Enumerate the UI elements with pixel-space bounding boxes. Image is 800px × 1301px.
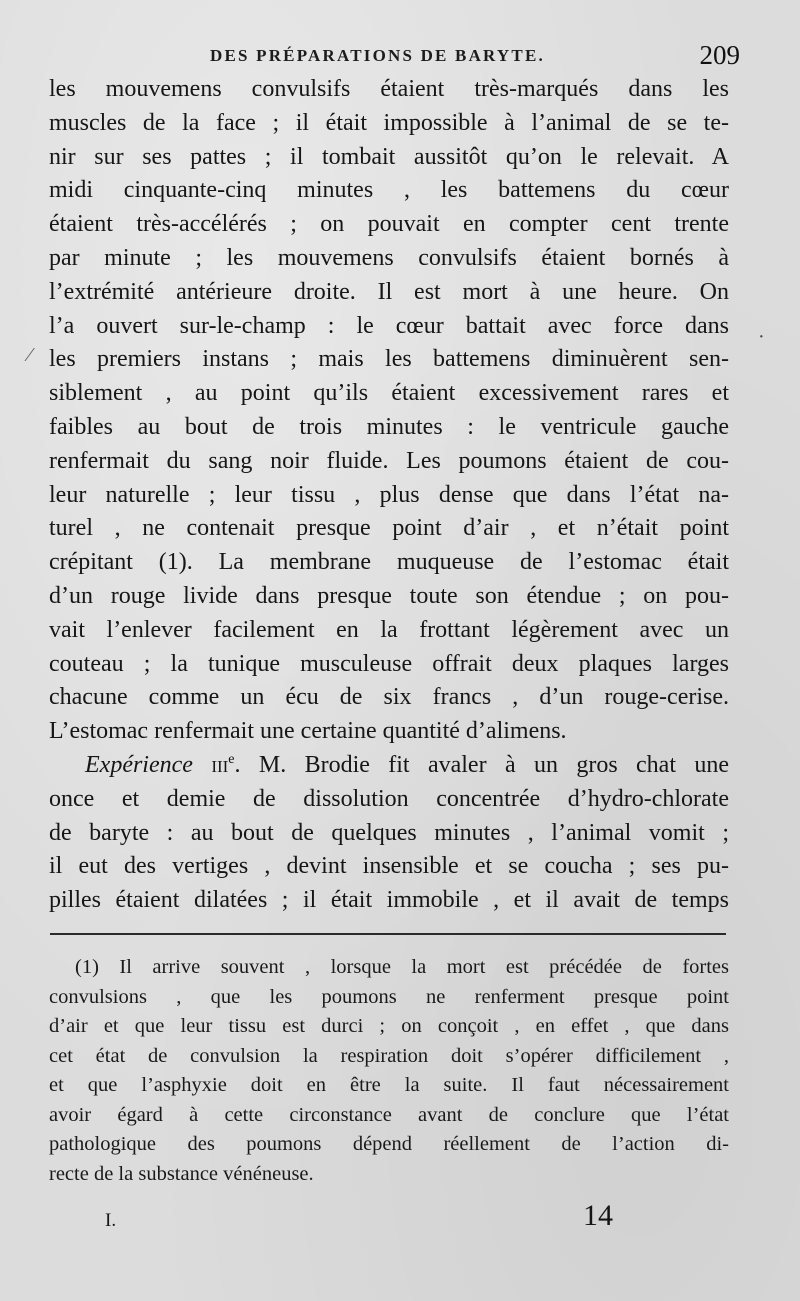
experience-first-line: . M. Brodie fit avaler à un gros chat une — [234, 751, 730, 778]
text-line: vait l’enlever facilement en la frottant légèrement avec un — [49, 616, 729, 643]
text-line: l’a ouvert sur-le-champ : le cœur battait avec force dans — [49, 312, 729, 339]
text-line: muscles de la face ; il était impossible à l’animal de se te- — [49, 109, 729, 136]
text-line: couteau ; la tunique musculeuse offrait deux plaques larges — [49, 650, 729, 677]
text-line: crépitant (1). La membrane muqueuse de l’estomac était — [49, 549, 729, 576]
signature-mark: I. — [105, 1210, 117, 1231]
running-head — [50, 40, 740, 74]
text-line: pilles étaient dilatées ; il était immobile , et il avait de temps — [49, 887, 729, 914]
footnote-line: et que l’asphyxie doit en être la suite. Il faut nécessairement — [49, 1074, 729, 1096]
text-line: turel , ne contenait presque point d’air , et n’était point — [49, 515, 729, 542]
text-line: L’estomac renfermait une certaine quantité d’alimens. — [49, 718, 567, 745]
footnote-rule — [50, 933, 726, 935]
text-line: il eut des vertiges , devint insensible et se coucha ; ses pu- — [49, 853, 729, 880]
text-line: siblement , au point qu’ils étaient excessivement rares et — [49, 380, 729, 407]
experience-suffix: e — [228, 751, 235, 767]
experience-numeral: iii — [211, 751, 229, 778]
text-line: faibles au bout de trois minutes : le ventricule gauche — [49, 413, 729, 440]
text-line: renfermait du sang noir fluide. Les poumons étaient de cou- — [49, 447, 729, 474]
text-line: once et demie de dissolution concentrée d’hydro-chlorate — [49, 785, 729, 812]
sheet-number: 14 — [583, 1199, 613, 1232]
footnote-line: convulsions , que les poumons ne renferment presque point — [49, 985, 729, 1008]
footnote-line: cet état de convulsion la respiration doit s’opérer difficilement , — [49, 1044, 729, 1067]
text-line: de baryte : au bout de quelques minutes , l’animal vomit ; — [49, 819, 729, 846]
margin-dot: · — [758, 326, 765, 348]
text-line: d’un rouge livide dans presque toute son étendue ; on pou- — [49, 582, 729, 609]
footnote-line: avoir égard à cette circonstance avant de conclure que l’état — [49, 1103, 729, 1126]
text-line: chacune comme un écu de six francs , d’un rouge-cerise. — [49, 684, 729, 711]
text-line: les premiers instans ; mais les battemens diminuèrent sen- — [49, 346, 729, 373]
main-text — [49, 73, 729, 918]
footnote — [49, 953, 729, 1189]
text-line: étaient très-accélérés ; on pouvait en compter cent trente — [49, 211, 729, 238]
footnote-line: recte de la substance vénéneuse. — [49, 1162, 314, 1185]
running-title: DES PRÉPARATIONS DE BARYTE. — [210, 46, 545, 65]
text-line: l’extrémité antérieure droite. Il est mort à une heure. On — [49, 278, 729, 305]
text-line: midi cinquante-cinq minutes , les battemens du cœur — [49, 177, 729, 204]
text-line: les mouvemens convulsifs étaient très-marqués dans les — [49, 76, 729, 102]
text-line: leur naturelle ; leur tissu , plus dense que dans l’état na- — [49, 481, 729, 508]
footnote-line: (1) Il arrive souvent , lorsque la mort est précédée de fortes — [75, 956, 729, 978]
margin-mark: ⁄ — [28, 344, 32, 366]
footnote-line: d’air et que leur tissu est durci ; on conçoit , en effet , que dans — [49, 1015, 729, 1037]
footnote-line: pathologique des poumons dépend réellement de l’action di- — [49, 1133, 729, 1155]
experience-label: Expérience — [85, 751, 193, 778]
text-line: nir sur ses pattes ; il tombait aussitôt qu’on le relevait. A — [49, 143, 729, 170]
page-number: 209 — [699, 40, 740, 70]
experience-heading-line — [49, 749, 729, 783]
text-line: par minute ; les mouvemens convulsifs étaient bornés à — [49, 244, 729, 271]
